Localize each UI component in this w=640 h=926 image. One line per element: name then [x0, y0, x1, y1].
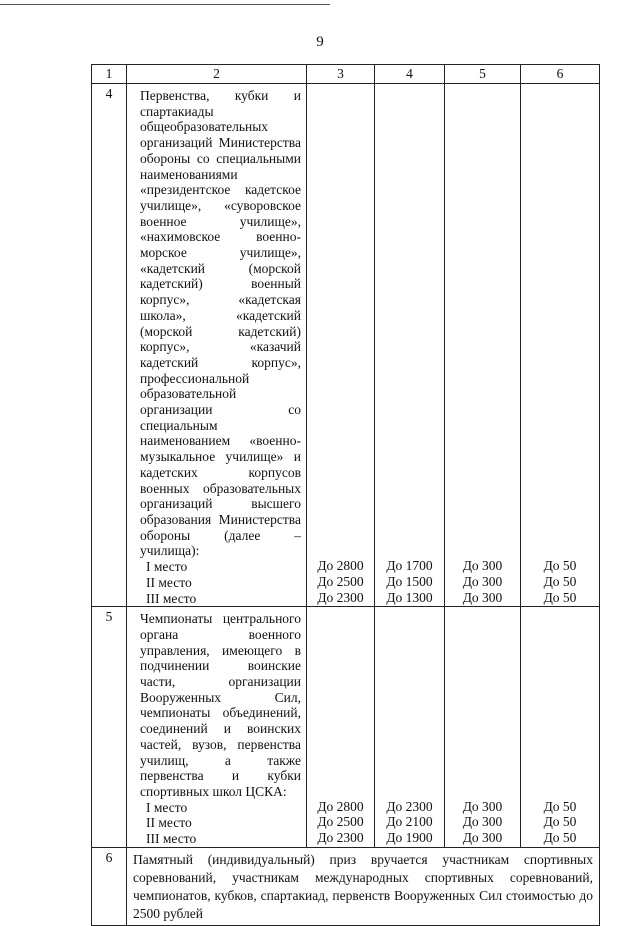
- header-cell: 1: [92, 65, 127, 84]
- value-cell-col3: [307, 607, 375, 848]
- place-label: II место: [146, 574, 192, 590]
- top-rule: [0, 4, 330, 5]
- value-cell-col6: [521, 607, 600, 848]
- value-cell-col5: [445, 607, 521, 848]
- header-cell: 5: [445, 65, 521, 84]
- value-cell-col4: [375, 607, 445, 848]
- place-label: I место: [146, 799, 188, 815]
- value: До 300: [462, 830, 503, 846]
- value: До 2300: [317, 589, 364, 605]
- value: До 50: [543, 814, 577, 830]
- value: До 300: [462, 589, 503, 605]
- page-number: 9: [316, 34, 324, 50]
- row-number: 6: [92, 847, 127, 925]
- value-cell-col5: [445, 84, 521, 607]
- value: До 1500: [386, 573, 433, 589]
- place-label: I место: [146, 559, 188, 575]
- value: До 300: [462, 558, 503, 574]
- value: До 2300: [317, 830, 364, 846]
- place-label: III место: [146, 590, 197, 606]
- value: До 2500: [317, 573, 364, 589]
- place-label: III место: [146, 831, 197, 847]
- places-list: [140, 559, 301, 606]
- value: До 1900: [386, 830, 433, 846]
- header-cell: 3: [307, 65, 375, 84]
- description-text: Первенства, кубки и спартакиады общеобразовательных организаций Министерства обороны со специальными наименованиями «президентское кадетское училище», «суворовское военное училище», «нахимовское военно-морское училище», «кадетский (морской кадетский) военный корпус», «кадетская школа», «кадетский (морской кадетский) корпус», «казачий кадетский корпус», профессиональной образовательной организации со специальным наименованием «военно-музыкальное училище» и кадетских корпусов военных образовательных организаций высшего образования Министерства обороны (далее – училища):: [140, 88, 301, 559]
- value: До 50: [543, 798, 577, 814]
- header-cell: 6: [521, 65, 600, 84]
- value: До 1700: [386, 558, 433, 574]
- value: До 50: [543, 830, 577, 846]
- row-number: 4: [92, 84, 127, 607]
- value: До 300: [462, 573, 503, 589]
- table-row: [92, 607, 600, 848]
- value: До 2800: [317, 558, 364, 574]
- places-list: [140, 800, 301, 847]
- value: До 50: [543, 558, 577, 574]
- value: До 2100: [386, 814, 433, 830]
- value: До 1300: [386, 589, 433, 605]
- value-cell-col4: [375, 84, 445, 607]
- value: До 50: [543, 589, 577, 605]
- row-number: 5: [92, 607, 127, 848]
- header-cell: 2: [127, 65, 307, 84]
- value: До 2300: [386, 798, 433, 814]
- description-text: Чемпионаты центрального органа военного управления, имеющего в подчинении воинские части, организации Вооруженных Сил, чемпионаты объединений, соединений и воинских частей, вузов, первенства училищ, а также первенства и кубки спортивных школ ЦСКА:: [140, 611, 301, 799]
- value: До 50: [543, 573, 577, 589]
- table-row: [92, 847, 600, 925]
- value-cell-col3: [307, 84, 375, 607]
- value-cell-col6: [521, 84, 600, 607]
- row-description: [127, 84, 307, 607]
- table-header-row: [92, 65, 600, 84]
- place-label: II место: [146, 815, 192, 831]
- prize-note: Памятный (индивидуальный) приз вручается участникам спортивных соревнований, участникам международных спортивных соревнований, чемпионатов, кубков, спартакиад, первенств Вооруженных Сил стоимостью до 2500 рублей: [127, 847, 600, 925]
- row-description: [127, 607, 307, 848]
- awards-table: [91, 64, 600, 926]
- table-row: [92, 84, 600, 607]
- header-cell: 4: [375, 65, 445, 84]
- value: До 300: [462, 798, 503, 814]
- value: До 2500: [317, 814, 364, 830]
- value: До 300: [462, 814, 503, 830]
- value: До 2800: [317, 798, 364, 814]
